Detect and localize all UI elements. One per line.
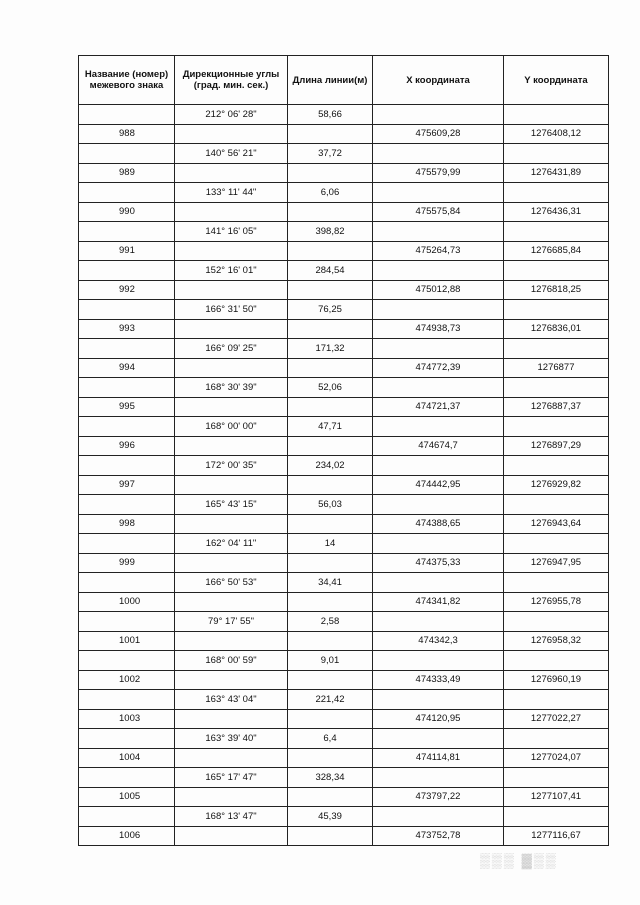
table-body <box>79 105 609 846</box>
point-row <box>79 436 609 456</box>
empty-cell <box>288 826 373 846</box>
point-row <box>79 163 609 183</box>
y-coordinate-cell: 1277116,67 <box>504 826 609 846</box>
empty-cell <box>373 183 504 203</box>
point-name-cell: 988 <box>79 124 175 144</box>
segment-row <box>79 339 609 359</box>
empty-cell <box>288 163 373 183</box>
empty-cell <box>79 807 175 827</box>
x-coordinate-cell: 474442,95 <box>373 475 504 495</box>
empty-cell <box>504 729 609 749</box>
y-coordinate-cell: 1276958,32 <box>504 631 609 651</box>
direction-angle-cell: 172° 00' 35" <box>175 456 288 476</box>
y-coordinate-cell: 1276897,29 <box>504 436 609 456</box>
line-length-cell: 56,03 <box>288 495 373 515</box>
empty-cell <box>79 534 175 554</box>
header-name: Название (номер) межевого знака <box>79 56 175 105</box>
y-coordinate-cell: 1276943,64 <box>504 514 609 534</box>
segment-row <box>79 534 609 554</box>
empty-cell <box>373 573 504 593</box>
point-row <box>79 475 609 495</box>
empty-cell <box>175 787 288 807</box>
segment-row <box>79 690 609 710</box>
point-name-cell: 989 <box>79 163 175 183</box>
point-name-cell: 991 <box>79 241 175 261</box>
point-row <box>79 787 609 807</box>
point-row <box>79 397 609 417</box>
empty-cell <box>79 495 175 515</box>
line-length-cell: 76,25 <box>288 300 373 320</box>
x-coordinate-cell: 474341,82 <box>373 592 504 612</box>
y-coordinate-cell: 1276929,82 <box>504 475 609 495</box>
point-row <box>79 709 609 729</box>
empty-cell <box>504 300 609 320</box>
point-row <box>79 202 609 222</box>
empty-cell <box>504 339 609 359</box>
empty-cell <box>79 573 175 593</box>
empty-cell <box>288 748 373 768</box>
segment-row <box>79 183 609 203</box>
direction-angle-cell: 166° 50' 53" <box>175 573 288 593</box>
line-length-cell: 58,66 <box>288 105 373 125</box>
point-name-cell: 997 <box>79 475 175 495</box>
line-length-cell: 34,41 <box>288 573 373 593</box>
empty-cell <box>373 300 504 320</box>
x-coordinate-cell: 474120,95 <box>373 709 504 729</box>
direction-angle-cell: 212° 06' 28" <box>175 105 288 125</box>
empty-cell <box>175 163 288 183</box>
empty-cell <box>373 729 504 749</box>
point-name-cell: 1004 <box>79 748 175 768</box>
empty-cell <box>175 280 288 300</box>
point-row <box>79 358 609 378</box>
empty-cell <box>373 768 504 788</box>
direction-angle-cell: 168° 00' 59" <box>175 651 288 671</box>
line-length-cell: 284,54 <box>288 261 373 281</box>
line-length-cell: 221,42 <box>288 690 373 710</box>
empty-cell <box>504 768 609 788</box>
header-x: X координата <box>373 56 504 105</box>
x-coordinate-cell: 474342,3 <box>373 631 504 651</box>
point-name-cell: 1002 <box>79 670 175 690</box>
segment-row <box>79 222 609 242</box>
table-header-row <box>79 56 609 105</box>
y-coordinate-cell: 1276887,37 <box>504 397 609 417</box>
empty-cell <box>175 319 288 339</box>
x-coordinate-cell: 474938,73 <box>373 319 504 339</box>
header-y: Y координата <box>504 56 609 105</box>
x-coordinate-cell: 474375,33 <box>373 553 504 573</box>
empty-cell <box>175 475 288 495</box>
direction-angle-cell: 165° 43' 15" <box>175 495 288 515</box>
segment-row <box>79 573 609 593</box>
empty-cell <box>288 124 373 144</box>
empty-cell <box>79 300 175 320</box>
empty-cell <box>79 651 175 671</box>
direction-angle-cell: 168° 30' 39" <box>175 378 288 398</box>
point-name-cell: 1000 <box>79 592 175 612</box>
direction-angle-cell: 168° 13' 47" <box>175 807 288 827</box>
empty-cell <box>79 222 175 242</box>
line-length-cell: 14 <box>288 534 373 554</box>
empty-cell <box>288 553 373 573</box>
empty-cell <box>373 378 504 398</box>
segment-row <box>79 495 609 515</box>
empty-cell <box>79 261 175 281</box>
point-name-cell: 999 <box>79 553 175 573</box>
direction-angle-cell: 141° 16' 05" <box>175 222 288 242</box>
point-name-cell: 1001 <box>79 631 175 651</box>
direction-angle-cell: 133° 11' 44" <box>175 183 288 203</box>
empty-cell <box>288 787 373 807</box>
point-name-cell: 992 <box>79 280 175 300</box>
empty-cell <box>175 670 288 690</box>
empty-cell <box>373 690 504 710</box>
segment-row <box>79 144 609 164</box>
empty-cell <box>79 612 175 632</box>
x-coordinate-cell: 474674,7 <box>373 436 504 456</box>
point-name-cell: 993 <box>79 319 175 339</box>
empty-cell <box>175 241 288 261</box>
faded-stamp: ▒▒▒ ▓▒▒ <box>480 852 558 868</box>
point-row <box>79 553 609 573</box>
direction-angle-cell: 166° 31' 50" <box>175 300 288 320</box>
segment-row <box>79 651 609 671</box>
empty-cell <box>373 339 504 359</box>
y-coordinate-cell: 1276955,78 <box>504 592 609 612</box>
point-name-cell: 994 <box>79 358 175 378</box>
segment-row <box>79 417 609 437</box>
x-coordinate-cell: 474388,65 <box>373 514 504 534</box>
empty-cell <box>504 261 609 281</box>
empty-cell <box>79 417 175 437</box>
empty-cell <box>373 534 504 554</box>
y-coordinate-cell: 1276431,89 <box>504 163 609 183</box>
x-coordinate-cell: 473752,78 <box>373 826 504 846</box>
empty-cell <box>288 475 373 495</box>
segment-row <box>79 768 609 788</box>
empty-cell <box>504 495 609 515</box>
empty-cell <box>79 183 175 203</box>
y-coordinate-cell: 1276960,19 <box>504 670 609 690</box>
empty-cell <box>288 592 373 612</box>
boundary-coordinates-table <box>78 55 609 846</box>
empty-cell <box>373 222 504 242</box>
empty-cell <box>79 339 175 359</box>
y-coordinate-cell: 1276818,25 <box>504 280 609 300</box>
empty-cell <box>504 534 609 554</box>
empty-cell <box>175 436 288 456</box>
line-length-cell: 45,39 <box>288 807 373 827</box>
line-length-cell: 47,71 <box>288 417 373 437</box>
empty-cell <box>79 690 175 710</box>
direction-angle-cell: 163° 43' 04" <box>175 690 288 710</box>
direction-angle-cell: 166° 09' 25" <box>175 339 288 359</box>
point-row <box>79 514 609 534</box>
y-coordinate-cell: 1277107,41 <box>504 787 609 807</box>
point-name-cell: 1005 <box>79 787 175 807</box>
direction-angle-cell: 165° 17' 47" <box>175 768 288 788</box>
empty-cell <box>504 651 609 671</box>
empty-cell <box>504 222 609 242</box>
line-length-cell: 398,82 <box>288 222 373 242</box>
point-name-cell: 990 <box>79 202 175 222</box>
point-row <box>79 670 609 690</box>
line-length-cell: 171,32 <box>288 339 373 359</box>
empty-cell <box>79 378 175 398</box>
line-length-cell: 328,34 <box>288 768 373 788</box>
empty-cell <box>175 124 288 144</box>
point-row <box>79 592 609 612</box>
segment-row <box>79 729 609 749</box>
x-coordinate-cell: 474772,39 <box>373 358 504 378</box>
empty-cell <box>288 397 373 417</box>
empty-cell <box>373 456 504 476</box>
point-row <box>79 124 609 144</box>
empty-cell <box>373 417 504 437</box>
empty-cell <box>504 417 609 437</box>
empty-cell <box>288 436 373 456</box>
empty-cell <box>373 651 504 671</box>
empty-cell <box>175 826 288 846</box>
x-coordinate-cell: 475579,99 <box>373 163 504 183</box>
point-row <box>79 748 609 768</box>
point-row <box>79 319 609 339</box>
point-name-cell: 996 <box>79 436 175 456</box>
line-length-cell: 52,06 <box>288 378 373 398</box>
point-name-cell: 1003 <box>79 709 175 729</box>
empty-cell <box>288 202 373 222</box>
empty-cell <box>175 397 288 417</box>
point-row <box>79 826 609 846</box>
x-coordinate-cell: 475264,73 <box>373 241 504 261</box>
empty-cell <box>373 261 504 281</box>
line-length-cell: 9,01 <box>288 651 373 671</box>
empty-cell <box>504 690 609 710</box>
x-coordinate-cell: 474721,37 <box>373 397 504 417</box>
line-length-cell: 2,58 <box>288 612 373 632</box>
empty-cell <box>373 144 504 164</box>
line-length-cell: 6,4 <box>288 729 373 749</box>
direction-angle-cell: 140° 56' 21" <box>175 144 288 164</box>
empty-cell <box>373 495 504 515</box>
line-length-cell: 234,02 <box>288 456 373 476</box>
y-coordinate-cell: 1276408,12 <box>504 124 609 144</box>
empty-cell <box>175 553 288 573</box>
point-row <box>79 631 609 651</box>
empty-cell <box>79 768 175 788</box>
empty-cell <box>504 612 609 632</box>
empty-cell <box>288 358 373 378</box>
empty-cell <box>504 807 609 827</box>
line-length-cell: 6,06 <box>288 183 373 203</box>
x-coordinate-cell: 473797,22 <box>373 787 504 807</box>
empty-cell <box>79 456 175 476</box>
direction-angle-cell: 79° 17' 55" <box>175 612 288 632</box>
segment-row <box>79 456 609 476</box>
line-length-cell: 37,72 <box>288 144 373 164</box>
x-coordinate-cell: 475012,88 <box>373 280 504 300</box>
x-coordinate-cell: 474333,49 <box>373 670 504 690</box>
empty-cell <box>504 573 609 593</box>
empty-cell <box>288 670 373 690</box>
segment-row <box>79 105 609 125</box>
empty-cell <box>79 144 175 164</box>
y-coordinate-cell: 1277022,27 <box>504 709 609 729</box>
empty-cell <box>175 709 288 729</box>
empty-cell <box>288 280 373 300</box>
direction-angle-cell: 168° 00' 00" <box>175 417 288 437</box>
y-coordinate-cell: 1276877 <box>504 358 609 378</box>
direction-angle-cell: 162° 04' 11" <box>175 534 288 554</box>
empty-cell <box>175 631 288 651</box>
x-coordinate-cell: 475575,84 <box>373 202 504 222</box>
point-name-cell: 1006 <box>79 826 175 846</box>
y-coordinate-cell: 1277024,07 <box>504 748 609 768</box>
empty-cell <box>373 807 504 827</box>
direction-angle-cell: 152° 16' 01" <box>175 261 288 281</box>
header-angles: Дирекционные углы (град. мин. сек.) <box>175 56 288 105</box>
segment-row <box>79 807 609 827</box>
empty-cell <box>79 729 175 749</box>
empty-cell <box>175 748 288 768</box>
x-coordinate-cell: 474114,81 <box>373 748 504 768</box>
empty-cell <box>504 105 609 125</box>
empty-cell <box>288 631 373 651</box>
empty-cell <box>373 612 504 632</box>
empty-cell <box>288 514 373 534</box>
y-coordinate-cell: 1276436,31 <box>504 202 609 222</box>
y-coordinate-cell: 1276685,84 <box>504 241 609 261</box>
y-coordinate-cell: 1276947,95 <box>504 553 609 573</box>
empty-cell <box>175 592 288 612</box>
direction-angle-cell: 163° 39' 40" <box>175 729 288 749</box>
empty-cell <box>373 105 504 125</box>
header-length: Длина линии(м) <box>288 56 373 105</box>
empty-cell <box>288 319 373 339</box>
point-row <box>79 241 609 261</box>
empty-cell <box>175 358 288 378</box>
x-coordinate-cell: 475609,28 <box>373 124 504 144</box>
empty-cell <box>288 709 373 729</box>
empty-cell <box>79 105 175 125</box>
segment-row <box>79 378 609 398</box>
point-name-cell: 998 <box>79 514 175 534</box>
segment-row <box>79 261 609 281</box>
empty-cell <box>504 183 609 203</box>
empty-cell <box>504 144 609 164</box>
point-row <box>79 280 609 300</box>
segment-row <box>79 612 609 632</box>
empty-cell <box>288 241 373 261</box>
segment-row <box>79 300 609 320</box>
empty-cell <box>175 202 288 222</box>
y-coordinate-cell: 1276836,01 <box>504 319 609 339</box>
empty-cell <box>504 456 609 476</box>
empty-cell <box>504 378 609 398</box>
empty-cell <box>175 514 288 534</box>
point-name-cell: 995 <box>79 397 175 417</box>
